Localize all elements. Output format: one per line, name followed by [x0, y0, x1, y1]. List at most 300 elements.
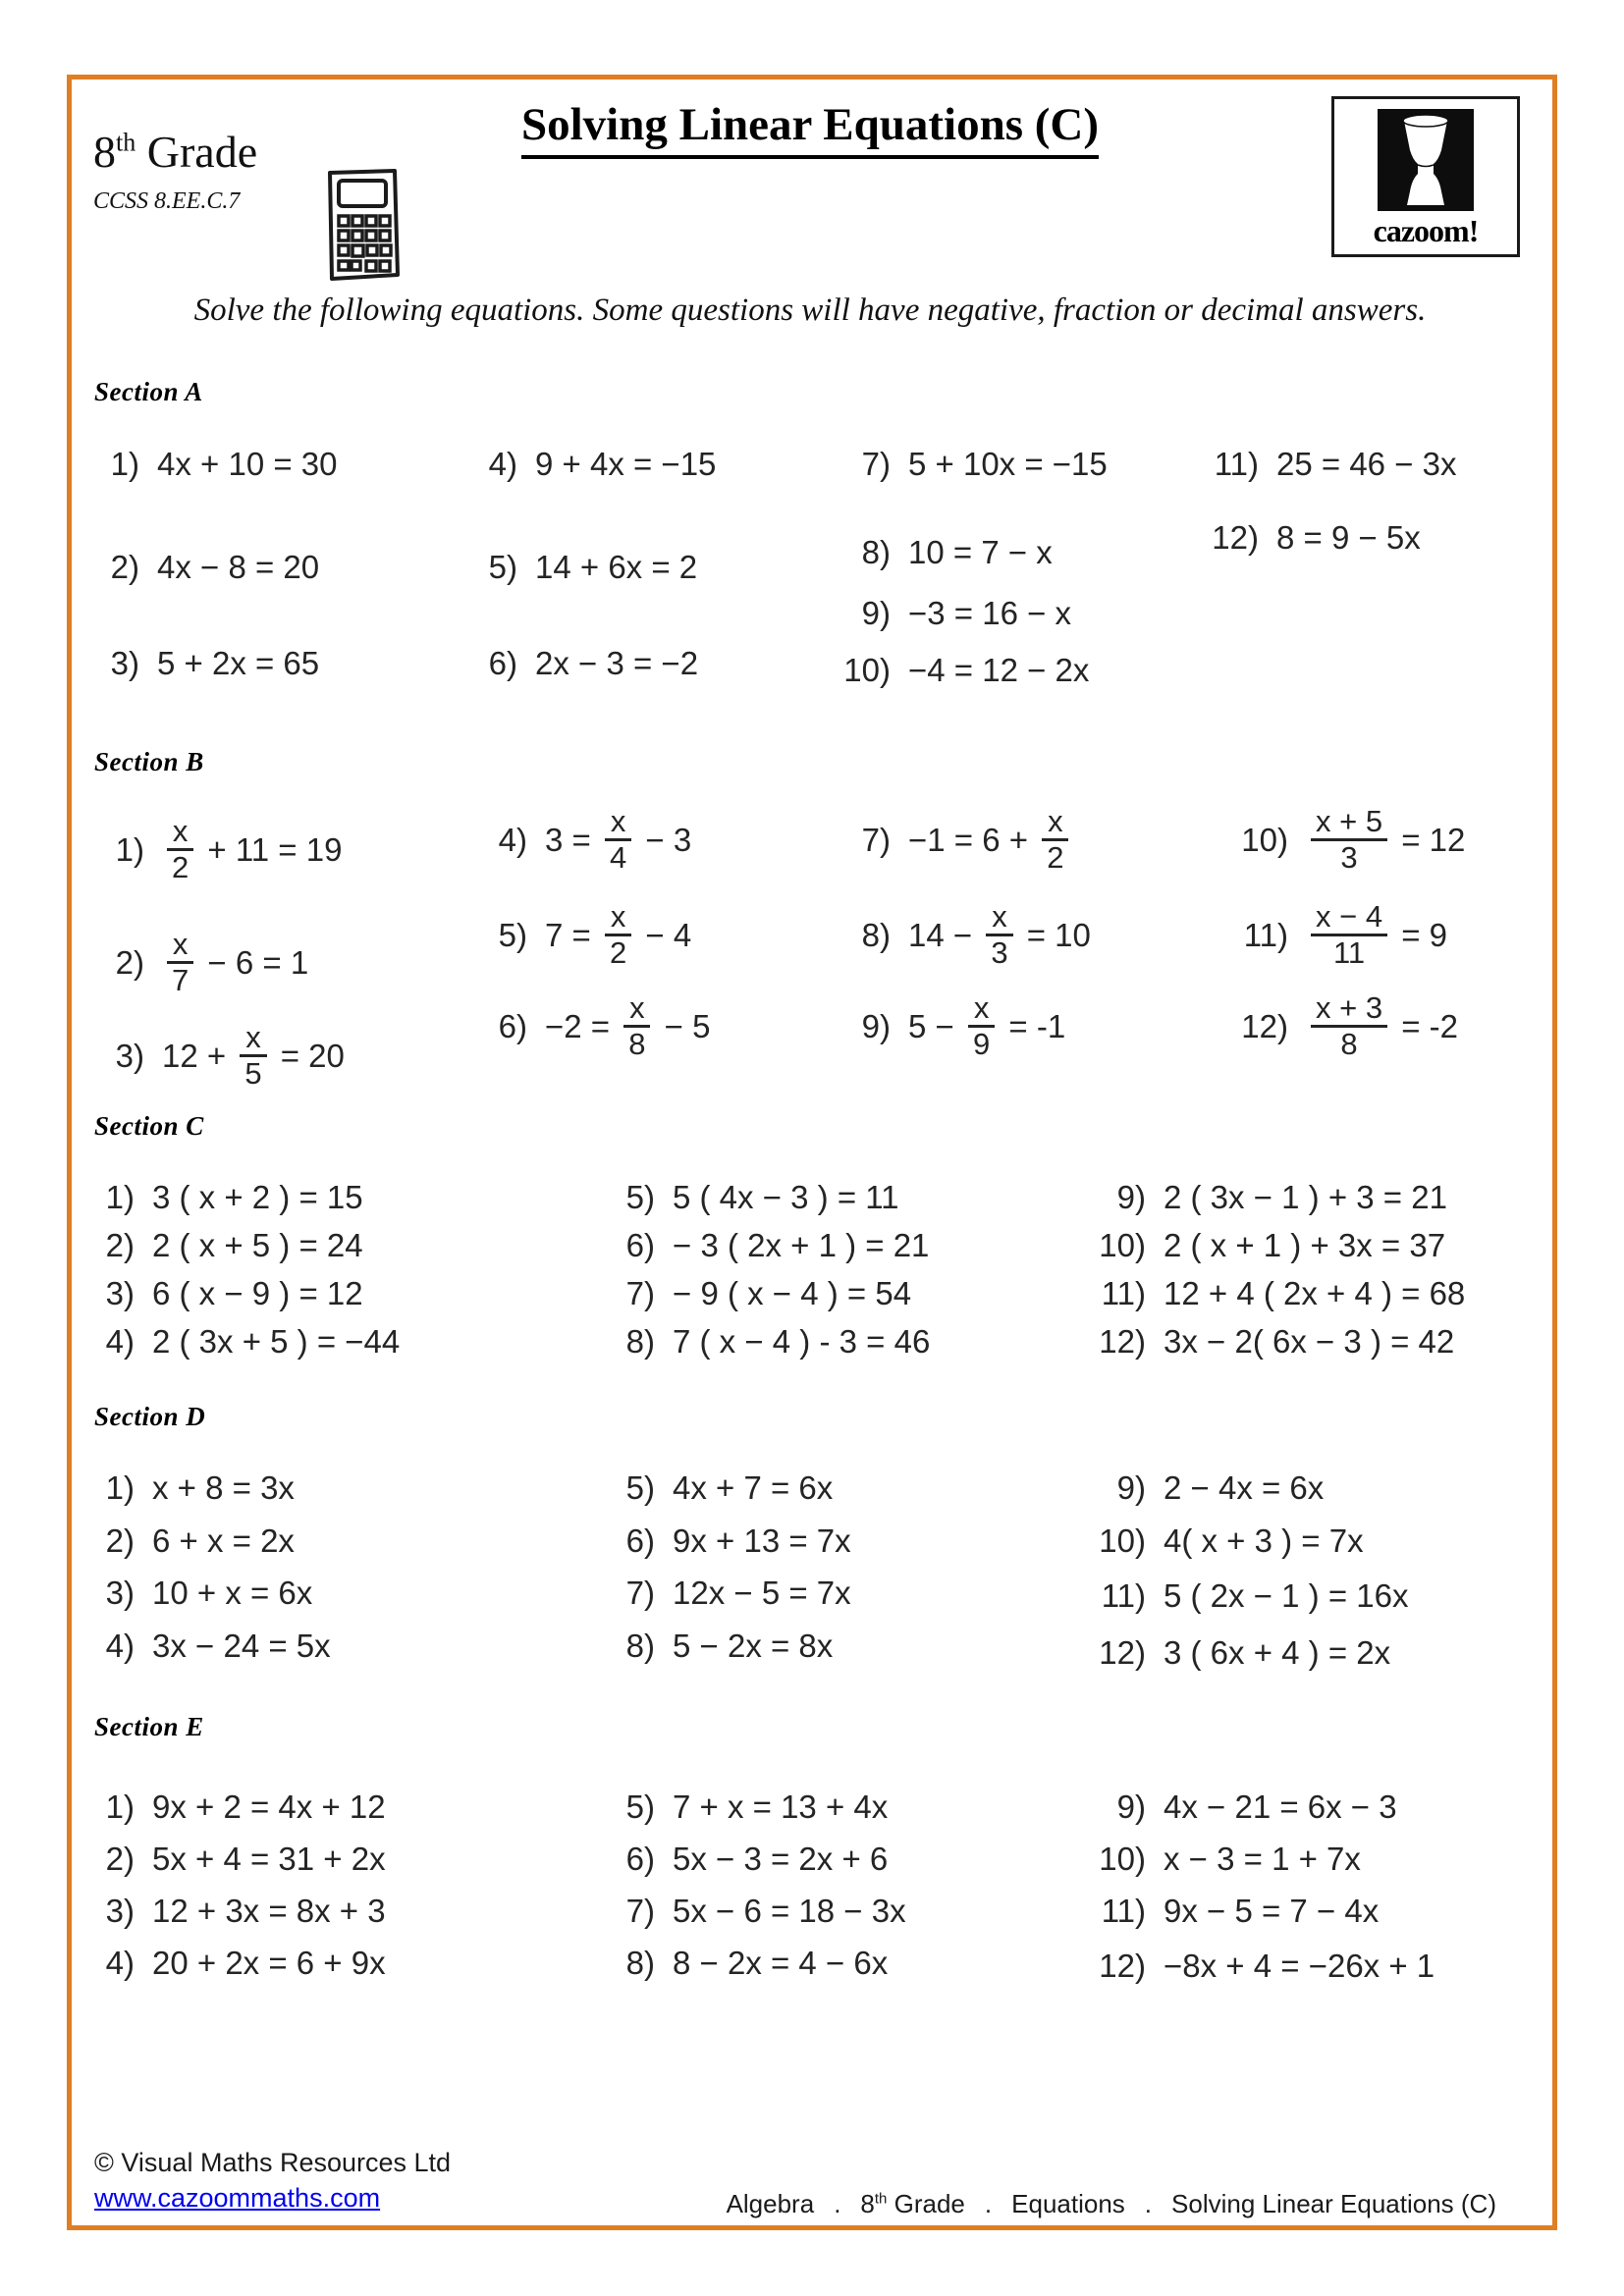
question-row — [1091, 1577, 1408, 1615]
question-number: 2) — [105, 1227, 135, 1263]
question-number: 9) — [1116, 1789, 1146, 1825]
section-label: Section C — [94, 1111, 204, 1141]
question-number: 2) — [110, 549, 139, 585]
fraction-numerator: x + 5 — [1316, 804, 1383, 838]
equation — [535, 645, 698, 682]
equation — [152, 1575, 312, 1612]
question-number: 8) — [625, 1628, 655, 1664]
fraction-numerator: x — [629, 990, 645, 1025]
question-number: 6) — [625, 1227, 655, 1263]
equation-text: = -1 — [1000, 1007, 1066, 1044]
question-row — [80, 1469, 295, 1507]
equation-text: x − 3 = 1 + 7x — [1164, 1841, 1361, 1877]
question-number: 5) — [625, 1179, 655, 1215]
cazoom-logo-text: cazoom! — [1373, 213, 1479, 248]
question-number: 5) — [625, 1789, 655, 1825]
question-number: 11) — [1101, 1577, 1146, 1614]
question-number: 7) — [625, 1893, 655, 1929]
question-row — [1091, 1789, 1397, 1826]
question-number: 5) — [625, 1469, 655, 1506]
question-row — [84, 549, 319, 586]
question-row — [89, 928, 308, 997]
equation-text: 12 + — [162, 1037, 236, 1074]
equation — [908, 446, 1108, 483]
equation-text: 7 = — [545, 916, 600, 953]
fraction-numerator: x − 4 — [1316, 899, 1383, 934]
equation-text: 6 + x = 2x — [152, 1522, 295, 1559]
question-row — [836, 991, 1065, 1061]
question-row — [600, 1893, 906, 1930]
equation-text: −2 = — [545, 1007, 620, 1044]
fraction — [167, 815, 193, 884]
fraction — [167, 928, 193, 997]
equation — [908, 900, 1091, 970]
section-label: Section B — [94, 747, 204, 776]
question-number: 12) — [1099, 1948, 1146, 1984]
question-number: 6) — [498, 1007, 527, 1044]
fraction — [968, 991, 995, 1061]
equation — [162, 1021, 345, 1091]
question-row — [836, 805, 1073, 875]
grade-heading — [93, 126, 257, 178]
question-number: 3) — [110, 645, 139, 681]
fraction-numerator: x — [245, 1020, 261, 1054]
equation-text: 4( x + 3 ) = 7x — [1164, 1522, 1364, 1559]
question-number: 10) — [1099, 1227, 1146, 1263]
equation-text: 2 ( x + 5 ) = 24 — [152, 1227, 363, 1263]
question-number: 6) — [625, 1841, 655, 1877]
equation-text: 5x − 6 = 18 − 3x — [673, 1893, 906, 1929]
equation — [152, 1522, 295, 1560]
equation — [1276, 519, 1421, 557]
fraction-numerator: x — [610, 899, 626, 934]
equation-text: 5 ( 2x − 1 ) = 16x — [1164, 1577, 1409, 1614]
fraction-numerator: x — [973, 990, 990, 1025]
question-row — [80, 1227, 363, 1264]
question-number: 3) — [105, 1893, 135, 1929]
fraction-numerator: x — [610, 804, 626, 838]
question-row — [1204, 519, 1421, 557]
equation-text: 4x − 8 = 20 — [157, 549, 320, 585]
equation-text: − 9 ( x − 4 ) = 54 — [673, 1275, 912, 1311]
equation — [908, 652, 1089, 689]
question-number: 2) — [105, 1841, 135, 1877]
question-row — [1233, 805, 1465, 875]
question-row — [1204, 446, 1456, 483]
equation-text: 2 ( 3x − 1 ) + 3 = 21 — [1164, 1179, 1447, 1215]
question-row — [80, 1575, 312, 1612]
fraction-numerator: x — [172, 927, 189, 961]
question-row — [80, 1628, 331, 1665]
question-row — [600, 1628, 833, 1665]
equation — [545, 900, 691, 970]
question-row — [1091, 1893, 1379, 1930]
question-row — [836, 595, 1071, 632]
question-number: 8) — [861, 916, 891, 953]
equation — [673, 1575, 851, 1612]
equation — [1164, 1522, 1364, 1560]
breadcrumb-separator: . — [984, 2189, 993, 2218]
question-row — [600, 1841, 888, 1878]
equation-text: − 5 — [655, 1007, 711, 1044]
question-number: 1) — [110, 446, 139, 482]
question-number: 12) — [1099, 1323, 1146, 1360]
equation-text: −4 = 12 − 2x — [908, 652, 1090, 688]
question-row — [836, 900, 1091, 970]
equation-text: 14 − — [908, 916, 982, 953]
equation — [152, 1841, 386, 1878]
question-number: 9) — [861, 1007, 891, 1044]
equation — [535, 446, 716, 483]
equation-text: 2 ( 3x + 5 ) = −44 — [152, 1323, 401, 1360]
equation — [673, 1945, 888, 1982]
ccss-standard-label: CCSS 8.EE.C.7 — [93, 188, 241, 214]
equation-text: 14 + 6x = 2 — [535, 549, 698, 585]
fraction-numerator: x — [172, 814, 189, 848]
question-row — [1233, 900, 1447, 970]
question-number: 8) — [861, 534, 891, 570]
question-number: 5) — [498, 916, 527, 953]
equation — [1164, 1275, 1465, 1312]
section-label: Section E — [94, 1712, 204, 1741]
fraction — [1042, 805, 1068, 875]
calculator-icon — [322, 167, 403, 288]
equation — [673, 1841, 888, 1878]
question-row — [80, 1522, 295, 1560]
equation-text: − 3 ( 2x + 1 ) = 21 — [673, 1227, 930, 1263]
grade-word: Grade — [135, 127, 258, 177]
equation — [152, 1469, 295, 1507]
equation-text: 12x − 5 = 7x — [673, 1575, 851, 1611]
question-number: 9) — [1116, 1469, 1146, 1506]
equation — [673, 1323, 930, 1361]
breadcrumb-separator: . — [834, 2189, 841, 2218]
question-row — [600, 1575, 851, 1612]
equation-text: 3x − 2( 6x − 3 ) = 42 — [1164, 1323, 1455, 1360]
question-number: 8) — [625, 1323, 655, 1360]
equation-text: = 12 — [1392, 821, 1466, 858]
question-number: 4) — [488, 446, 517, 482]
question-number: 6) — [625, 1522, 655, 1559]
fraction — [1311, 900, 1387, 970]
equation-text: 10 + x = 6x — [152, 1575, 313, 1611]
grade-number: 8 — [93, 127, 116, 177]
equation — [1164, 1227, 1445, 1264]
equation-text: = 20 — [271, 1037, 345, 1074]
question-number: 11) — [1101, 1275, 1146, 1311]
question-row — [1091, 1634, 1390, 1672]
question-number: 1) — [115, 830, 144, 868]
question-row — [80, 1323, 400, 1361]
question-number: 12) — [1212, 519, 1259, 556]
equation — [1164, 1323, 1454, 1361]
equation-text: −1 = 6 + — [908, 821, 1038, 858]
fraction-denominator: 3 — [1340, 840, 1358, 875]
question-number: 11) — [1101, 1893, 1146, 1929]
fraction-denominator: 8 — [628, 1027, 646, 1061]
fraction-denominator: 11 — [1332, 935, 1366, 970]
equation-text: 2x − 3 = −2 — [535, 645, 699, 681]
fraction — [986, 900, 1012, 970]
equation-text: + 11 = 19 — [198, 830, 343, 868]
equation-text: 8 − 2x = 4 − 6x — [673, 1945, 889, 1981]
equation-text: = 9 — [1392, 916, 1448, 953]
question-row — [80, 1945, 386, 1982]
question-row — [80, 1841, 386, 1878]
equation-text: 5 ( 4x − 3 ) = 11 — [673, 1179, 899, 1215]
question-number: 12) — [1241, 1007, 1288, 1044]
equation — [1164, 1948, 1435, 1985]
question-row — [472, 805, 691, 875]
breadcrumb-item: Algebra — [726, 2189, 815, 2218]
question-number: 11) — [1243, 916, 1288, 953]
equation — [1276, 446, 1456, 483]
equation — [673, 1469, 833, 1507]
question-number: 3) — [105, 1575, 135, 1611]
equation-text: 4x + 7 = 6x — [673, 1469, 834, 1506]
equation-text: − 4 — [636, 916, 692, 953]
question-number: 12) — [1099, 1634, 1146, 1671]
section-label: Section A — [94, 377, 203, 406]
question-row — [1091, 1841, 1361, 1878]
question-row — [836, 652, 1089, 689]
question-number: 1) — [105, 1469, 135, 1506]
equation-text: 9x + 2 = 4x + 12 — [152, 1789, 386, 1825]
equation — [908, 534, 1053, 571]
question-row — [89, 1021, 345, 1091]
equation — [152, 1893, 386, 1930]
fraction — [1311, 805, 1387, 875]
question-number: 7) — [861, 821, 891, 858]
equation-text: 7 ( x − 4 ) - 3 = 46 — [673, 1323, 931, 1360]
fraction-denominator: 9 — [972, 1027, 991, 1061]
question-row — [1091, 1323, 1454, 1361]
fraction-denominator: 2 — [609, 935, 627, 970]
question-row — [600, 1945, 888, 1982]
breadcrumb-item-text: Grade — [887, 2189, 965, 2218]
equation — [152, 1179, 363, 1216]
equation-text: 12 + 4 ( 2x + 4 ) = 68 — [1164, 1275, 1466, 1311]
question-number: 9) — [861, 595, 891, 631]
equation-text: 12 + 3x = 8x + 3 — [152, 1893, 386, 1929]
question-row — [84, 446, 337, 483]
equation — [152, 1628, 331, 1665]
equation — [673, 1628, 833, 1665]
question-row — [836, 446, 1108, 483]
equation — [152, 1227, 363, 1264]
copyright-text: © Visual Maths Resources Ltd — [94, 2148, 452, 2177]
fraction — [605, 900, 631, 970]
fraction — [623, 991, 650, 1061]
fraction — [1311, 991, 1387, 1061]
equation — [1164, 1179, 1447, 1216]
question-row — [600, 1522, 851, 1560]
fraction-denominator: 2 — [172, 850, 189, 884]
question-row — [462, 446, 716, 483]
fraction-denominator: 2 — [1047, 840, 1064, 875]
equation-text: 9 + 4x = −15 — [535, 446, 717, 482]
question-row — [462, 645, 698, 682]
equation — [1306, 900, 1447, 970]
question-row — [80, 1179, 363, 1216]
fraction-numerator: x + 3 — [1316, 990, 1383, 1025]
equation — [162, 928, 308, 997]
equation-text: 25 = 46 − 3x — [1276, 446, 1457, 482]
equation — [908, 595, 1071, 632]
fraction-numerator: x — [992, 899, 1007, 934]
question-number: 3) — [115, 1037, 144, 1074]
question-number: 5) — [488, 549, 517, 585]
question-number: 10) — [1099, 1522, 1146, 1559]
question-number: 10) — [1241, 821, 1288, 858]
question-row — [84, 645, 319, 682]
equation-text: 3x − 24 = 5x — [152, 1628, 331, 1664]
equation-text: 8 = 9 − 5x — [1276, 519, 1421, 556]
question-row — [472, 900, 691, 970]
breadcrumb-item-text: 8 — [860, 2189, 875, 2218]
question-row — [1091, 1469, 1324, 1507]
equation-text: 5 − — [908, 1007, 963, 1044]
question-row — [80, 1275, 363, 1312]
fraction-denominator: 5 — [244, 1056, 262, 1091]
equation-text: −3 = 16 − x — [908, 595, 1072, 631]
equation-text: 3 ( 6x + 4 ) = 2x — [1164, 1634, 1391, 1671]
equation — [673, 1179, 899, 1216]
equation — [673, 1522, 851, 1560]
question-number: 4) — [105, 1323, 135, 1360]
question-number: 3) — [105, 1275, 135, 1311]
question-row — [600, 1275, 911, 1312]
breadcrumb-item — [860, 2189, 964, 2218]
equation — [1164, 1841, 1361, 1878]
question-row — [80, 1789, 386, 1826]
breadcrumb-separator: . — [1144, 2189, 1153, 2218]
question-row — [836, 534, 1053, 571]
breadcrumb-item: Solving Linear Equations (C) — [1171, 2189, 1496, 2218]
equation — [152, 1789, 386, 1826]
equation — [157, 446, 337, 483]
equation — [908, 991, 1065, 1061]
equation — [673, 1893, 906, 1930]
equation-text: −8x + 4 = −26x + 1 — [1164, 1948, 1435, 1984]
cazoom-logo — [1331, 96, 1520, 257]
equation — [1164, 1789, 1397, 1826]
question-number: 10) — [1099, 1841, 1146, 1877]
fraction-denominator: 4 — [609, 840, 627, 875]
equation — [162, 815, 342, 884]
equation-text: 3 ( x + 2 ) = 15 — [152, 1179, 363, 1215]
equation — [1164, 1634, 1390, 1672]
question-row — [1091, 1227, 1445, 1264]
equation-text: x + 8 = 3x — [152, 1469, 295, 1506]
section-label: Section D — [94, 1402, 206, 1431]
equation — [1164, 1469, 1324, 1507]
equation — [1306, 991, 1458, 1061]
grade-ordinal-suffix: th — [116, 128, 136, 157]
question-row — [600, 1323, 930, 1361]
equation-text: 7 + x = 13 + 4x — [673, 1789, 889, 1825]
fraction-denominator: 7 — [172, 963, 189, 997]
equation — [535, 549, 697, 586]
fraction-denominator: 8 — [1340, 1027, 1358, 1061]
question-row — [1091, 1522, 1364, 1560]
equation-text: 10 = 7 − x — [908, 534, 1053, 570]
equation-text: 9x − 5 = 7 − 4x — [1164, 1893, 1380, 1929]
djembe-drum-icon — [1378, 109, 1474, 211]
equation-text: 9x + 13 = 7x — [673, 1522, 851, 1559]
equation — [673, 1227, 929, 1264]
equation-text: 4x − 21 = 6x − 3 — [1164, 1789, 1397, 1825]
question-row — [600, 1789, 888, 1826]
worksheet-title — [412, 98, 1208, 151]
question-row — [462, 549, 697, 586]
equation — [152, 1945, 386, 1982]
equation — [908, 805, 1073, 875]
question-row — [600, 1469, 833, 1507]
equation-text: = -2 — [1392, 1007, 1459, 1044]
question-number: 10) — [843, 652, 891, 688]
equation — [157, 645, 319, 682]
breadcrumb-item: Equations — [1011, 2189, 1125, 2218]
question-number: 1) — [105, 1179, 135, 1215]
equation-text: 5 + 2x = 65 — [157, 645, 320, 681]
equation — [152, 1275, 363, 1312]
breadcrumb-ordinal-suffix: th — [874, 2190, 888, 2208]
equation — [1164, 1893, 1379, 1930]
worksheet-title-text: Solving Linear Equations (C) — [521, 99, 1099, 159]
question-row — [600, 1179, 899, 1216]
question-number: 7) — [861, 446, 891, 482]
equation — [673, 1789, 888, 1826]
question-number: 4) — [498, 821, 527, 858]
question-row — [1091, 1275, 1465, 1312]
website-link[interactable]: www.cazoommaths.com — [94, 2183, 381, 2213]
question-row — [1091, 1179, 1447, 1216]
equation-text: 5 − 2x = 8x — [673, 1628, 834, 1664]
fraction-numerator: x — [1048, 804, 1063, 838]
question-number: 8) — [625, 1945, 655, 1981]
equation-text: 5x + 4 = 31 + 2x — [152, 1841, 386, 1877]
question-number: 1) — [105, 1789, 135, 1825]
equation — [545, 991, 710, 1061]
equation — [1306, 805, 1465, 875]
question-row — [80, 1893, 386, 1930]
question-number: 7) — [625, 1275, 655, 1311]
equation-text: 20 + 2x = 6 + 9x — [152, 1945, 386, 1981]
question-number: 6) — [488, 645, 517, 681]
question-number: 7) — [625, 1575, 655, 1611]
question-row — [600, 1227, 929, 1264]
equation-text: = 10 — [1017, 916, 1091, 953]
question-number: 4) — [105, 1945, 135, 1981]
instruction-text: Solve the following equations. Some questions will have negative, fraction or decimal answers. — [193, 293, 1427, 328]
fraction-denominator: 3 — [991, 935, 1008, 970]
question-row — [1091, 1948, 1435, 1985]
equation-text: 2 − 4x = 6x — [1164, 1469, 1325, 1506]
equation-text: 6 ( x − 9 ) = 12 — [152, 1275, 363, 1311]
question-number: 9) — [1116, 1179, 1146, 1215]
equation — [545, 805, 691, 875]
question-number: 4) — [105, 1628, 135, 1664]
equation-text: − 3 — [636, 821, 692, 858]
question-number: 2) — [105, 1522, 135, 1559]
question-number: 2) — [115, 943, 144, 981]
fraction — [240, 1021, 266, 1091]
equation-text: 3 = — [545, 821, 600, 858]
equation — [673, 1275, 911, 1312]
question-number: 11) — [1214, 446, 1259, 482]
equation — [152, 1323, 400, 1361]
